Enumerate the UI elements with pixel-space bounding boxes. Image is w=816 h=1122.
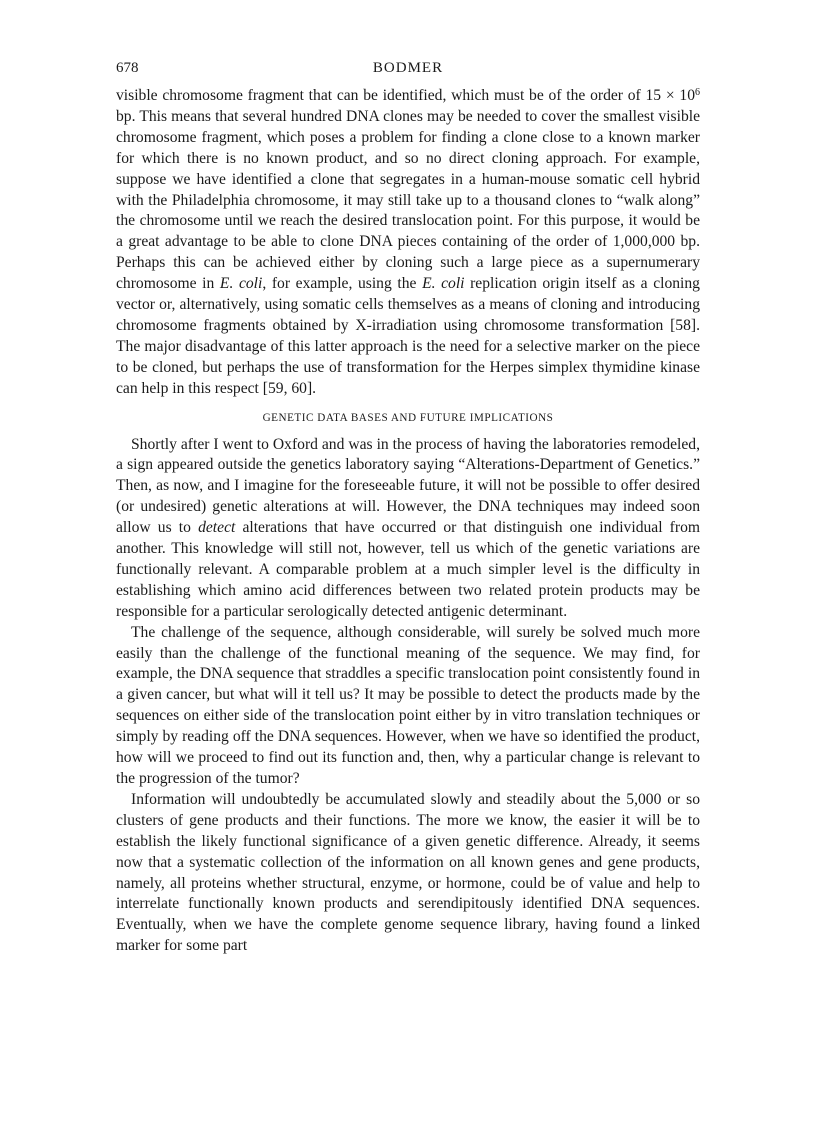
text-run: visible chromosome fragment that can be identified, which must be of the order of 15 × 10: [116, 87, 695, 104]
italic-term: E. coli: [422, 275, 465, 293]
paragraph: [116, 86, 700, 400]
italic-term: E. coli: [219, 275, 263, 293]
paragraph: The challenge of the sequence, although considerable, will surely be solved much more easily than the challenge of the functional meaning of the sequence. We may find, for example, the DNA sequence that straddles a specific translocation point consistently found in a given cancer, but what will it tell us? It may be possible to detect the products made by the sequences on either side of the translocation point either by in vitro translation techniques or simply by reading off the DNA sequences. However, when we have so identified the product, how will we proceed to find out its function and, then, why a particular change is relevant to the progression of the tumor?: [116, 623, 700, 787]
italic-term: detect: [198, 519, 236, 537]
paragraph: [116, 435, 700, 623]
paragraph: Information will undoubtedly be accumulated slowly and steadily about the 5,000 or so clusters of gene products and their functions. The more we know, the easier it will be to establish the likely functional significance of a given genetic difference. Already, it seems now that a systematic collection of the information on all known genes and gene products, namely, all proteins whether structural, enzyme, or hormone, could be of value and help to interrelate functionally known products and serendipitously identified DNA sequences. Eventually, when we have the complete genome sequence library, having found a linked marker for some part: [116, 790, 700, 955]
text-run: Shortly after I went to Oxford and was in the process of having the laboratories remodeled, a sign appeared outside the genetics laboratory saying “Alterations-Department of Genetics.” Then, as now, and I imagine for the foreseeable future, it will not be possible to offer desired (or undesired) genetic alterations at will. However, the DNA techniques may indeed soon allow us to: [116, 435, 700, 537]
text-run: , for example, using the: [262, 275, 423, 293]
running-head: BODMER: [372, 60, 444, 76]
body-text: [116, 86, 700, 957]
page-number: 678: [116, 60, 139, 76]
superscript: 6: [695, 87, 700, 98]
text-run: alterations that have occurred or that distinguish one individual from another. This knowledge will still not, however, tell us which of the genetic variations are functionally relevant. A comparable problem at a much simpler level is the difficulty in establishing which amino acid differences between two related protein products may be responsible for a particular serologically detected antigenic determinant.: [116, 519, 700, 620]
page-header: [116, 60, 700, 84]
section-heading: GENETIC DATA BASES AND FUTURE IMPLICATIONS: [262, 411, 554, 424]
text-run: bp. This means that several hundred DNA clones may be needed to cover the smallest visible chromosome fragment, which poses a problem for finding a clone close to a known marker for which there is no known product, and so no direct cloning approach. For example, suppose we have identified a clone that segregates in a human-mouse somatic cell hybrid with the Philadelphia chromosome, it may still take up to a thousand clones to “walk along” the chromosome until we reach the desired translocation point. For this purpose, it would be a great advantage to be able to clone DNA pieces containing of the order of 1,000,000 bp. Perhaps this can be achieved either by cloning such a large piece as a supernumerary chromosome in: [116, 107, 700, 293]
text-run: replication origin itself as a cloning vector or, alternatively, using somatic cells themselves as a means of cloning and introducing chromosome fragments obtained by X-irradiation using chromosome transformation [58]. The major disadvantage of this latter approach is the need for a selective marker on the piece to be cloned, but perhaps the use of transformation for the Herpes simplex thymidine kinase can help in this respect [59, 60].: [116, 275, 700, 397]
